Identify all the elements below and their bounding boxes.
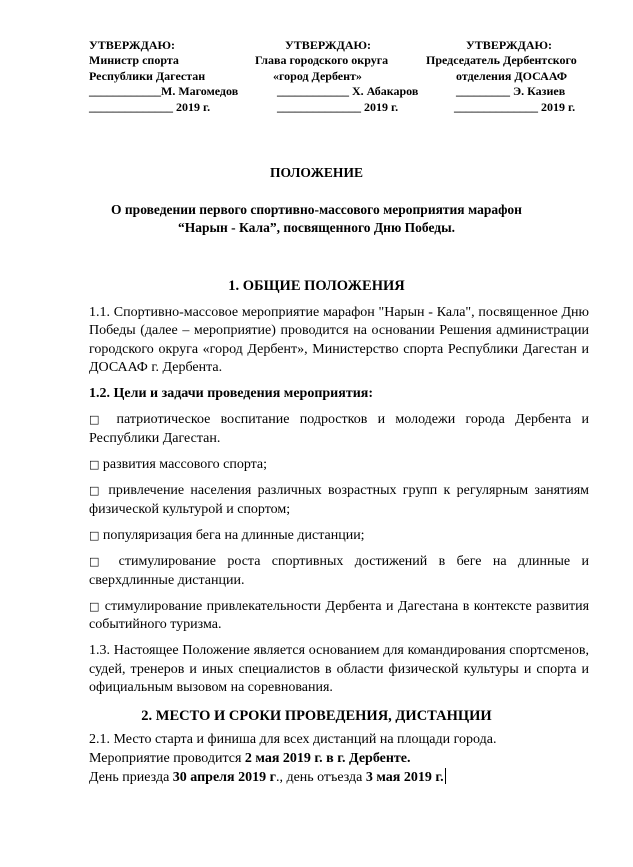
- approval-block-minister: [89, 38, 239, 115]
- approval-date-line: ______________ 2019 г.: [454, 99, 576, 114]
- goal-text: патриотическое воспитание подростков и молодежи города Дербента и Республики Дагестан.: [89, 412, 589, 446]
- section-heading-general: 1. ОБЩИЕ ПОЛОЖЕНИЯ: [228, 278, 405, 294]
- bullet-square-icon: □: [89, 413, 107, 427]
- goal-text: популяризация бега на длинные дистанции;: [102, 527, 365, 543]
- goal-item: [89, 527, 589, 545]
- approval-position: Министр спорта: [89, 53, 179, 68]
- departure-date: 3 мая 2019 г.: [365, 769, 444, 785]
- paragraph-1-1: 1.1. Спортивно-массовое мероприятие марафон "Нарын - Кала", посвященное Дню Победы (далее – мероприятие) проводится на основании Решения администрации городского округа «город Дербент», Министерство спорта Республики Дагестан и ДОСААФ г. Дербента.: [89, 305, 589, 375]
- approval-block-city-head: [255, 38, 419, 115]
- event-date-value: 2 мая 2019 г. в г. Дербенте.: [244, 750, 411, 766]
- goal-text: привлечение населения различных возрастных групп к регулярным занятиям физической культурой и спортом;: [89, 483, 589, 517]
- document-title: ПОЛОЖЕНИЕ: [270, 165, 363, 180]
- bullet-square-icon: □: [89, 528, 100, 542]
- approval-organization: отделения ДОСААФ: [456, 68, 568, 83]
- arrival-departure-line[interactable]: [89, 768, 589, 787]
- approval-signature-line: _________ Э. Казиев: [456, 84, 566, 99]
- section-heading-place-dates: 2. МЕСТО И СРОКИ ПРОВЕДЕНИЯ, ДИСТАНЦИИ: [141, 708, 492, 725]
- approval-date-line: ______________ 2019 г.: [89, 99, 211, 114]
- goal-text: развития массового спорта;: [102, 457, 268, 473]
- goal-text: стимулирование привлекательности Дербента и Дагестана в контексте развития событийного туризма.: [89, 598, 590, 633]
- approval-signature-line: ____________ Х. Абакаров: [277, 84, 419, 99]
- approval-block-dosaaf: [426, 38, 596, 115]
- document-subtitle: [67, 201, 567, 237]
- arrival-prefix: День приезда: [89, 769, 173, 785]
- paragraph-1-3: 1.3. Настоящее Положение является основанием для командирования спортсменов, судей, тренеров и иных специалистов в области физической культуры и спорта и официальным вызовом на соревнования.: [89, 643, 589, 696]
- paragraph-2-1: [89, 731, 589, 787]
- approval-header: [0, 38, 633, 116]
- bullet-square-icon: □: [89, 555, 108, 569]
- approval-position: Глава городского округа: [255, 53, 389, 68]
- approval-organization: «город Дербент»: [273, 68, 362, 83]
- goal-item: [89, 411, 589, 448]
- departure-prefix: ., день отъезда: [275, 769, 366, 785]
- start-finish-line: 2.1. Место старта и финиша для всех дистанций на площади города.: [89, 732, 497, 748]
- goal-item: [89, 456, 589, 474]
- approval-heading: УТВЕРЖДАЮ:: [285, 38, 372, 52]
- text-cursor: [445, 768, 446, 784]
- approval-signature-line: ____________М. Магомедов: [89, 84, 239, 99]
- bullet-square-icon: □: [89, 599, 101, 613]
- approval-heading: УТВЕРЖДАЮ:: [466, 38, 553, 52]
- goal-text: стимулирование роста спортивных достижений в беге на длинные и сверхдлинные дистанции.: [89, 554, 589, 588]
- approval-organization: Республики Дагестан: [89, 68, 206, 83]
- event-date-line: [89, 750, 589, 768]
- goal-item: [89, 482, 589, 519]
- bullet-square-icon: □: [89, 458, 100, 472]
- arrival-date: 30 апреля 2019 г: [172, 769, 276, 785]
- bullet-square-icon: □: [89, 484, 103, 498]
- approval-position: Председатель Дербентского: [426, 53, 577, 68]
- approval-date-line: ______________ 2019 г.: [277, 99, 399, 114]
- subtitle-line: “Нарын - Кала”, посвященного Дню Победы.: [177, 220, 456, 235]
- paragraph-1-2-heading: 1.2. Цели и задачи проведения мероприятия:: [89, 386, 374, 402]
- approval-heading: УТВЕРЖДАЮ:: [89, 38, 176, 52]
- subtitle-line: О проведении первого спортивно-массового мероприятия марафон: [111, 202, 522, 217]
- event-date-prefix: Мероприятие проводится: [89, 750, 245, 766]
- goal-item: [89, 598, 589, 635]
- goal-item: [89, 553, 589, 590]
